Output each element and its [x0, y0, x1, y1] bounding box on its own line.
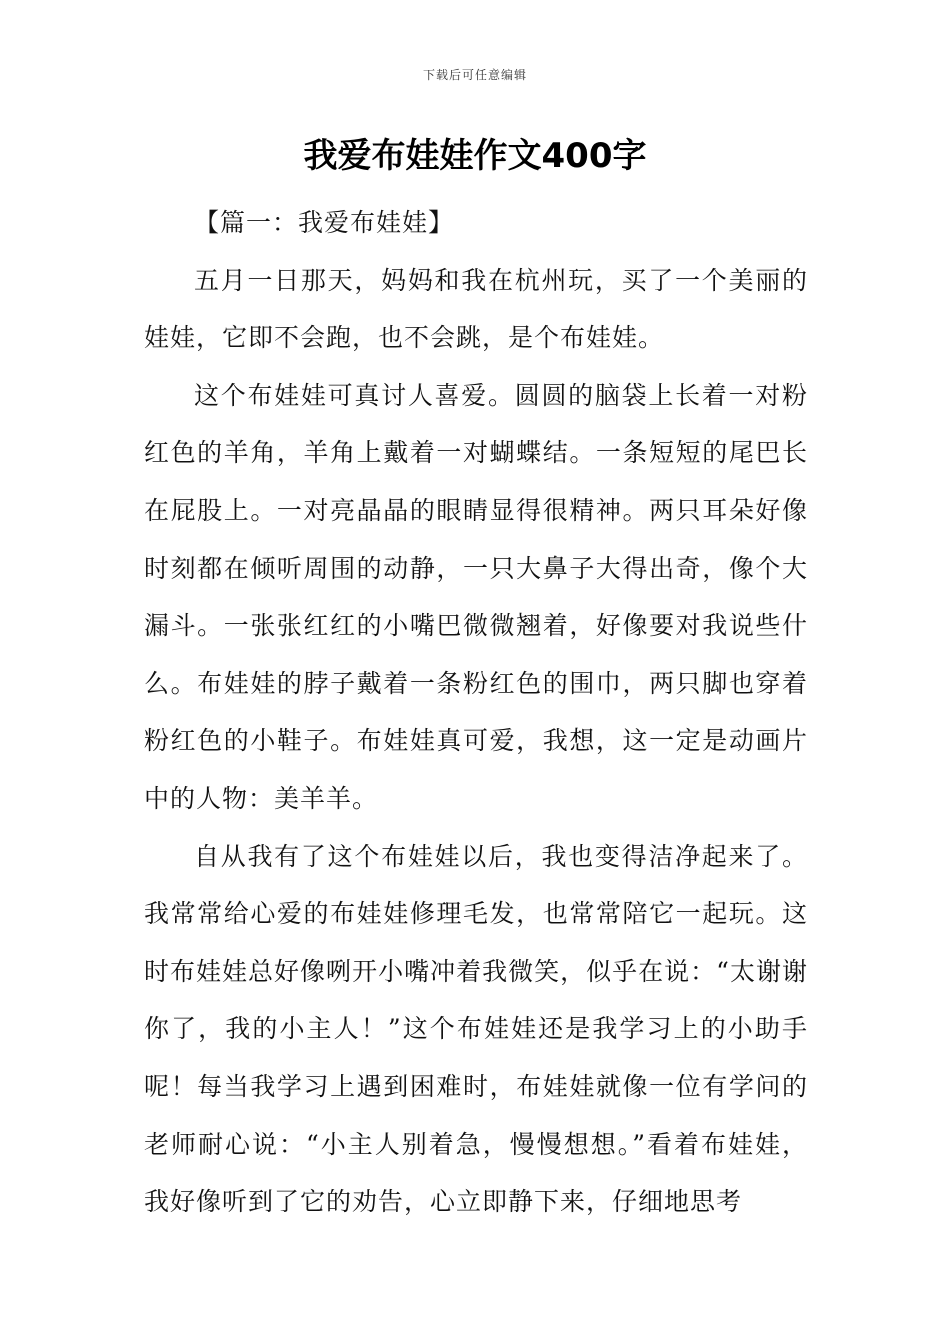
document-title: 我爱布娃娃作文400字 [303, 136, 647, 176]
paragraph-2: 这个布娃娃可真讨人喜爱。圆圆的脑袋上长着一对粉红色的羊角，羊角上戴着一对蝴蝶结。一条短短的尾巴长在屁股上。一对亮晶晶的眼睛显得很精神。两只耳朵好像时刻都在倾听周围的动静，一只大鼻子大得出奇，像个大漏斗。一张张红红的小嘴巴微微翘着，好像要对我说些什么。布娃娃的脖子戴着一条粉红色的围巾，两只脚也穿着粉红色的小鞋子。布娃娃真可爱，我想，这一定是动画片中的人物：美羊羊。 [144, 380, 808, 813]
header-note: 下载后可任意编辑 [422, 68, 527, 82]
document-body [144, 194, 808, 1231]
paragraph-1: 五月一日那天，妈妈和我在杭州玩，买了一个美丽的娃娃，它即不会跑，也不会跳，是个布娃娃。 [144, 265, 808, 353]
paragraph-3: 自从我有了这个布娃娃以后，我也变得洁净起来了。我常常给心爱的布娃娃修理毛发，也常常陪它一起玩。这时布娃娃总好像咧开小嘴冲着我微笑，似乎在说：“太谢谢你了，我的小主人！”这个布娃娃还是我学习上的小助手呢！每当我学习上遇到困难时，布娃娃就像一位有学问的老师耐心说：“小主人别着急，慢慢想想。”看着布娃娃，我好像听到了它的劝告，心立即静下来，仔细地思考 [144, 841, 808, 1217]
section-heading: 【篇一：我爱布娃娃】 [194, 208, 455, 237]
